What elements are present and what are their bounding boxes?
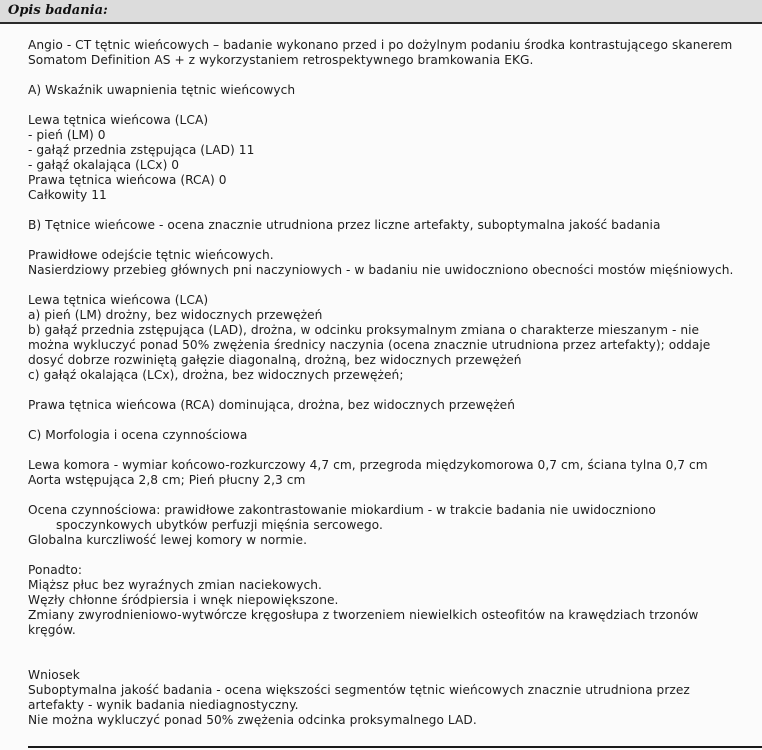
- section-c-line: Aorta wstępująca 2,8 cm; Pień płucny 2,3 cm: [28, 473, 306, 487]
- calcium-score-line: Prawa tętnica wieńcowa (RCA) 0: [28, 173, 227, 187]
- section-a-heading: A) Wskaźnik uwapnienia tętnic wieńcowych: [28, 83, 296, 97]
- additional-line: Węzły chłonne śródpiersia i wnęk niepowiększone.: [28, 593, 339, 607]
- section-b-line: b) gałąź przednia zstępująca (LAD), drożna, w odcinku proksymalnym zmiana o charakterze mieszanym - nie: [28, 323, 700, 337]
- section-b-line: dosyć dobrze rozwiniętą gałęzie diagonalną, drożną, bez widocznych przewężeń: [28, 353, 522, 367]
- section-c-heading: C) Morfologia i ocena czynnościowa: [28, 428, 248, 442]
- section-b-line: Lewa tętnica wieńcowa (LCA): [28, 293, 209, 307]
- additional-findings: [28, 563, 756, 638]
- conclusion-line: Nie można wykluczyć ponad 50% zwężenia odcinka proksymalnego LAD.: [28, 713, 477, 727]
- additional-line: Miąższ płuc bez wyraźnych zmian naciekowych.: [28, 578, 322, 592]
- calcium-score-line: - gałąź okalająca (LCx) 0: [28, 158, 180, 172]
- intro-line: Somatom Definition AS + z wykorzystaniem retrospektywnego bramkowania EKG.: [28, 53, 534, 67]
- section-c-line: spoczynkowych ubytków perfuzji mięśnia sercowego.: [56, 518, 383, 532]
- conclusion-line: Suboptymalna jakość badania - ocena większości segmentów tętnic wieńcowych znacznie utrudniona przez: [28, 683, 690, 697]
- header-bar: [0, 0, 762, 24]
- calcium-score-total: Całkowity 11: [28, 188, 107, 202]
- section-b-line: Prawa tętnica wieńcowa (RCA) dominująca, drożna, bez widocznych przewężeń: [28, 398, 515, 412]
- calcium-score-line: - gałąź przednia zstępująca (LAD) 11: [28, 143, 255, 157]
- section-a: [28, 83, 756, 203]
- intro-line: Angio - CT tętnic wieńcowych – badanie wykonano przed i po dożylnym podaniu środka kontrastującego skanerem: [28, 38, 733, 52]
- conclusion-line: artefakty - wynik badania niediagnostyczny.: [28, 698, 299, 712]
- additional-heading: Ponadto:: [28, 563, 83, 577]
- intro-paragraph: [28, 38, 756, 68]
- section-c-line: Lewa komora - wymiar końcowo-rozkurczowy 4,7 cm, przegroda międzykomorowa 0,7 cm, ściana tylna 0,7 cm: [28, 458, 708, 472]
- conclusion: [28, 668, 756, 728]
- section-b-line: Nasierdziowy przebieg głównych pni naczyniowych - w badaniu nie uwidoczniono obecności mostów mięśniowych.: [28, 263, 734, 277]
- additional-line: Zmiany zwyrodnieniowo-wytwórcze kręgosłupa z tworzeniem niewielkich osteofitów na krawędziach trzonów: [28, 608, 699, 622]
- section-c-line: Ocena czynnościowa: prawidłowe zakontrastowanie miokardium - w trakcie badania nie uwidoczniono: [28, 503, 656, 517]
- section-b-line: c) gałąź okalająca (LCx), drożna, bez widocznych przewężeń;: [28, 368, 404, 382]
- section-b-line: Prawidłowe odejście tętnic wieńcowych.: [28, 248, 274, 262]
- calcium-score-line: - pień (LM) 0: [28, 128, 106, 142]
- section-b-line: a) pień (LM) drożny, bez widocznych przewężeń: [28, 308, 323, 322]
- bottom-divider: [28, 746, 762, 748]
- section-b: [28, 218, 756, 413]
- section-c: [28, 428, 756, 548]
- page-title: Opis badania:: [8, 3, 108, 18]
- report-body: [28, 38, 756, 728]
- conclusion-heading: Wniosek: [28, 668, 80, 682]
- section-b-heading: B) Tętnice wieńcowe - ocena znacznie utrudniona przez liczne artefakty, suboptymalna jakość badania: [28, 218, 661, 232]
- additional-line: kręgów.: [28, 623, 76, 637]
- section-c-line: Globalna kurczliwość lewej komory w normie.: [28, 533, 308, 547]
- section-b-line: można wykluczyć ponad 50% zwężenia średnicy naczynia (ocena znacznie utrudniona przez artefakty); oddaje: [28, 338, 711, 352]
- calcium-score-line: Lewa tętnica wieńcowa (LCA): [28, 113, 209, 127]
